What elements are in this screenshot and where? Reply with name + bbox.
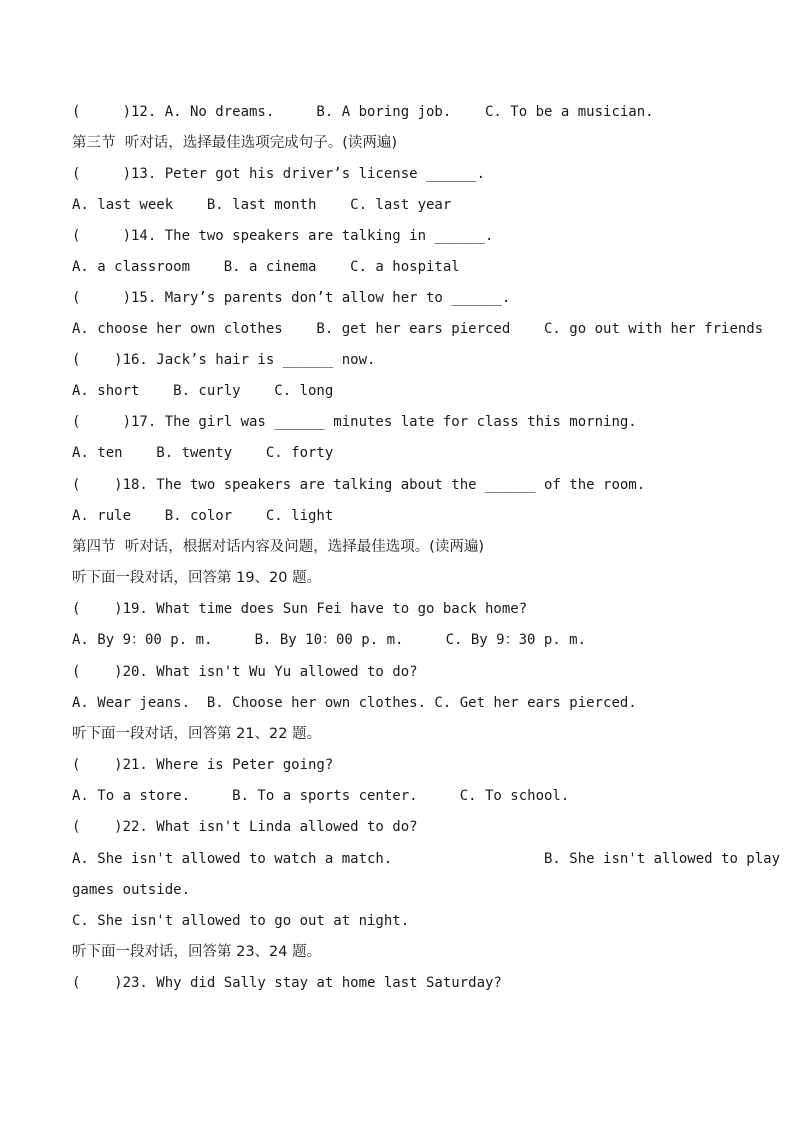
- question-22-option-b-continued: games outside.: [72, 882, 191, 898]
- question-19: ( )19. What time does Sun Fei have to go back home?: [72, 601, 528, 617]
- question-22-options-ab: A. She isn't allowed to watch a match. B. She isn't allowed to play: [72, 851, 781, 867]
- question-14-options: A. a classroom B. a cinema C. a hospital: [72, 259, 460, 275]
- question-17-options: A. ten B. twenty C. forty: [72, 445, 334, 461]
- question-21-options: A. To a store. B. To a sports center. C. To school.: [72, 788, 570, 804]
- section-4-heading: 第四节 听对话，根据对话内容及问题，选择最佳选项。(读两遍): [72, 539, 485, 555]
- question-18: ( )18. The two speakers are talking about the ______ of the room.: [72, 477, 646, 493]
- question-22-option-c: C. She isn't allowed to go out at night.: [72, 913, 410, 929]
- question-15-options: A. choose her own clothes B. get her ears pierced C. go out with her friends: [72, 321, 764, 337]
- dialog-instruction-21-22: 听下面一段对话，回答第 21、22 题。: [72, 726, 322, 742]
- question-23: ( )23. Why did Sally stay at home last Saturday?: [72, 975, 502, 991]
- dialog-instruction-23-24: 听下面一段对话，回答第 23、24 题。: [72, 944, 322, 960]
- question-16: ( )16. Jack’s hair is ______ now.: [72, 352, 376, 368]
- question-20-options: A. Wear jeans. B. Choose her own clothes. C. Get her ears pierced.: [72, 695, 637, 711]
- dialog-instruction-19-20: 听下面一段对话，回答第 19、20 题。: [72, 570, 322, 586]
- question-21: ( )21. Where is Peter going?: [72, 757, 334, 773]
- question-18-options: A. rule B. color C. light: [72, 508, 334, 524]
- question-20: ( )20. What isn't Wu Yu allowed to do?: [72, 664, 418, 680]
- question-19-options: A. By 9：00 p. m. B. By 10：00 p. m. C. By 9：30 p. m.: [72, 632, 587, 648]
- question-13-options: A. last week B. last month C. last year: [72, 197, 452, 213]
- section-3-heading: 第三节 听对话，选择最佳选项完成句子。(读两遍): [72, 135, 398, 151]
- question-14: ( )14. The two speakers are talking in ______.: [72, 228, 494, 244]
- question-17: ( )17. The girl was ______ minutes late for class this morning.: [72, 414, 637, 430]
- question-22: ( )22. What isn't Linda allowed to do?: [72, 819, 418, 835]
- question-12: ( )12. A. No dreams. B. A boring job. C. To be a musician.: [72, 104, 654, 120]
- question-13: ( )13. Peter got his driver’s license ______.: [72, 166, 486, 182]
- question-16-options: A. short B. curly C. long: [72, 383, 334, 399]
- question-15: ( )15. Mary’s parents don’t allow her to ______.: [72, 290, 511, 306]
